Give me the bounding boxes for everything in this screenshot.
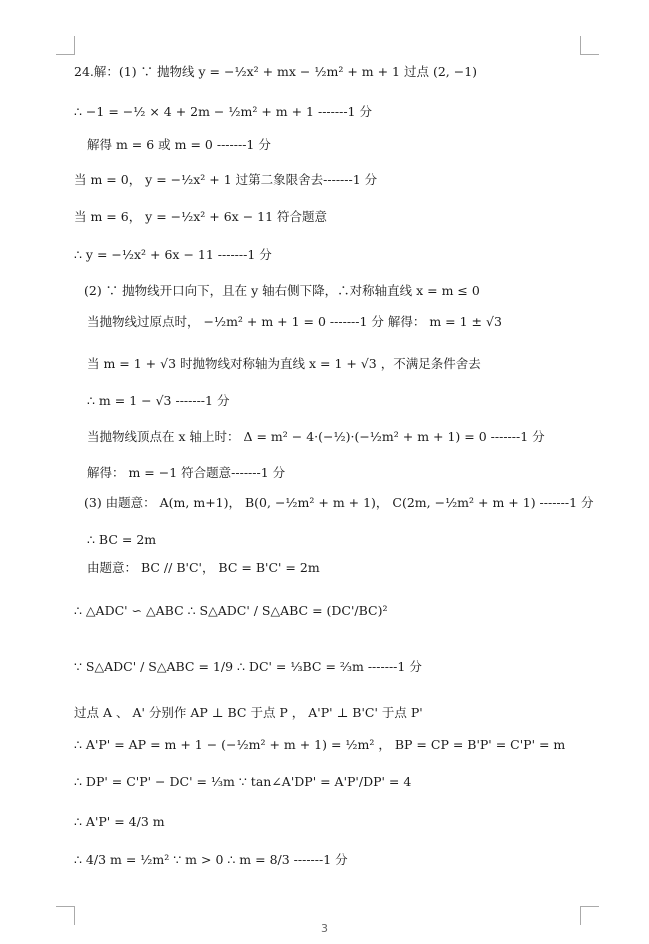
solution-line-11: 当抛物线顶点在 x 轴上时： Δ = m² − 4·(−½)·(−½m² + m + 1) = 0 -------1 分: [87, 429, 545, 444]
solution-line-16: ∴ △ADC' ∽ △ABC ∴ S△ADC' / S△ABC = (DC'/BC)²: [74, 603, 388, 618]
solution-line-7: (2) ∵ 抛物线开口向下，且在 y 轴右侧下降，∴对称轴直线 x = m ≤ 0: [84, 283, 480, 298]
solution-line-4: 当 m = 0， y = −½x² + 1 过第二象限舍去-------1 分: [74, 172, 378, 187]
solution-line-8: 当抛物线过原点时， −½m² + m + 1 = 0 -------1 分 解得： m = 1 ± √3: [87, 314, 502, 329]
solution-line-17: ∵ S△ADC' / S△ABC = 1/9 ∴ DC' = ⅓BC = ⅔m -------1 分: [74, 659, 422, 674]
solution-line-14: ∴ BC = 2m: [87, 532, 157, 547]
solution-line-12: 解得： m = −1 符合题意-------1 分: [87, 465, 286, 480]
solution-line-19: ∴ A'P' = AP = m + 1 − (−½m² + m + 1) = ½m² ， BP = CP = B'P' = C'P' = m: [74, 737, 566, 752]
page-number: 3: [321, 922, 328, 935]
solution-line-22: ∴ 4/3 m = ½m² ∵ m > 0 ∴ m = 8/3 -------1 分: [74, 852, 348, 867]
solution-line-2: ∴ −1 = −½ × 4 + 2m − ½m² + m + 1 -------1 分: [74, 104, 372, 119]
solution-line-18: 过点 A 、 A' 分别作 AP ⊥ BC 于点 P ， A'P' ⊥ B'C' 于点 P': [74, 705, 423, 720]
solution-line-10: ∴ m = 1 − √3 -------1 分: [87, 393, 230, 408]
solution-line-5: 当 m = 6， y = −½x² + 6x − 11 符合题意: [74, 209, 328, 224]
crop-mark-top-right: [580, 36, 599, 55]
solution-line-9: 当 m = 1 + √3 时抛物线对称轴为直线 x = 1 + √3 ，不满足条件舍去: [87, 356, 481, 371]
crop-mark-top-left: [56, 36, 75, 55]
solution-line-20: ∴ DP' = C'P' − DC' = ⅓m ∵ tan∠A'DP' = A'P'/DP' = 4: [74, 774, 412, 789]
solution-line-6: ∴ y = −½x² + 6x − 11 -------1 分: [74, 247, 272, 262]
solution-line-15: 由题意： BC // B'C'， BC = B'C' = 2m: [87, 560, 320, 575]
solution-line-21: ∴ A'P' = 4/3 m: [74, 814, 165, 829]
solution-line-1: 24.解：(1) ∵ 抛物线 y = −½x² + mx − ½m² + m + 1 过点 (2, −1): [74, 64, 478, 79]
solution-line-13: (3) 由题意： A(m, m+1)， B(0, −½m² + m + 1)， C(2m, −½m² + m + 1) -------1 分: [84, 495, 594, 510]
solution-line-3: 解得 m = 6 或 m = 0 -------1 分: [87, 137, 271, 152]
